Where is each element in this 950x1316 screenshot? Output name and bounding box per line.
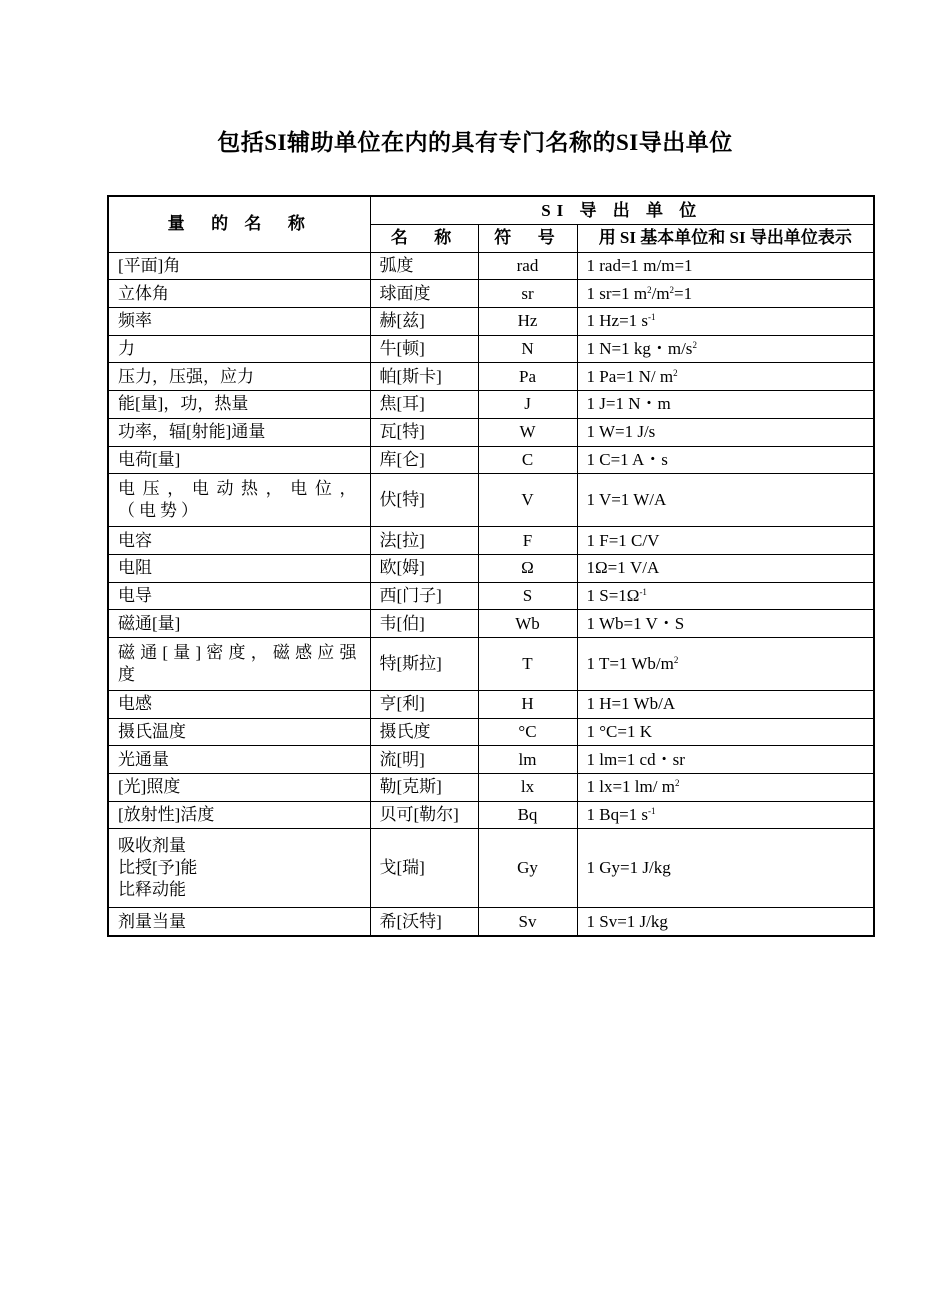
cell-unit-name: 库[仑] [370, 446, 478, 474]
cell-unit-name: 弧度 [370, 252, 478, 280]
cell-unit-name: 欧[姆] [370, 554, 478, 582]
cell-unit-symbol: W [478, 418, 577, 446]
header-si-derived-unit: SI 导 出 单 位 [370, 196, 874, 225]
table-row [108, 446, 874, 474]
cell-unit-symbol: Wb [478, 610, 577, 638]
cell-unit-name: 瓦[特] [370, 418, 478, 446]
cell-unit-expression: 1 W=1 J/s [577, 418, 874, 446]
cell-unit-symbol: Gy [478, 829, 577, 908]
cell-unit-expression: 1 lm=1 cd・sr [577, 746, 874, 774]
table-row [108, 610, 874, 638]
cell-unit-expression: 1 C=1 A・s [577, 446, 874, 474]
cell-unit-symbol: rad [478, 252, 577, 280]
header-unit-name: 名 称 [370, 225, 478, 253]
table-row [108, 746, 874, 774]
cell-unit-expression: 1 Hz=1 $s^{-1}$ [577, 308, 874, 336]
cell-quantity-name: 电容 [108, 527, 370, 555]
cell-quantity-name: 频率 [108, 308, 370, 336]
cell-unit-symbol: Ω [478, 554, 577, 582]
table-row [108, 908, 874, 936]
cell-unit-expression: 1 $S=1\Omega^{-1}$ [577, 582, 874, 610]
cell-quantity-name: 磁通[量] [108, 610, 370, 638]
table-row [108, 718, 874, 746]
cell-unit-symbol: Hz [478, 308, 577, 336]
cell-unit-expression: 1 V=1 W/A [577, 474, 874, 527]
table-row [108, 637, 874, 690]
cell-unit-name: 特[斯拉] [370, 637, 478, 690]
cell-unit-name: 亨[利] [370, 690, 478, 718]
cell-unit-expression: 1 lx=1 lm/ $m^2$ [577, 774, 874, 802]
cell-unit-expression: 1 J=1 N・m [577, 391, 874, 419]
cell-unit-expression: 1Ω=1 V/A [577, 554, 874, 582]
cell-unit-symbol: J [478, 391, 577, 419]
table-row [108, 280, 874, 308]
cell-unit-symbol: lm [478, 746, 577, 774]
cell-unit-name: 伏[特] [370, 474, 478, 527]
cell-unit-expression: 1 °C=1 K [577, 718, 874, 746]
cell-unit-name: 贝可[勒尔] [370, 801, 478, 829]
cell-unit-expression: 1 Pa=1 N/ $m^2$ [577, 363, 874, 391]
table-row [108, 308, 874, 336]
cell-quantity-name: 电压，电动热，电位，（电势） [108, 474, 370, 527]
cell-unit-name: 勒[克斯] [370, 774, 478, 802]
cell-quantity-name: 光通量 [108, 746, 370, 774]
table-row [108, 527, 874, 555]
cell-unit-symbol: Pa [478, 363, 577, 391]
cell-quantity-name: 电感 [108, 690, 370, 718]
table-row [108, 363, 874, 391]
table-row [108, 391, 874, 419]
cell-unit-expression: 1 rad=1 m/m=1 [577, 252, 874, 280]
header-quantity-name: 量 的 名 称 [108, 196, 370, 252]
cell-unit-name: 流[明] [370, 746, 478, 774]
cell-quantity-name: [光]照度 [108, 774, 370, 802]
table-header-row [108, 196, 874, 225]
cell-quantity-name: 压力，压强，应力 [108, 363, 370, 391]
table-row [108, 335, 874, 363]
cell-unit-symbol: F [478, 527, 577, 555]
cell-unit-name: 摄氏度 [370, 718, 478, 746]
table-body [108, 252, 874, 936]
cell-unit-expression: 1 H=1 Wb/A [577, 690, 874, 718]
cell-unit-name: 球面度 [370, 280, 478, 308]
cell-unit-symbol: °C [478, 718, 577, 746]
cell-quantity-name: 立体角 [108, 280, 370, 308]
cell-unit-name: 法[拉] [370, 527, 478, 555]
cell-quantity-name: 能[量]，功，热量 [108, 391, 370, 419]
cell-unit-name: 赫[兹] [370, 308, 478, 336]
cell-quantity-name: [平面]角 [108, 252, 370, 280]
cell-quantity-name: 电阻 [108, 554, 370, 582]
table-row [108, 774, 874, 802]
cell-unit-expression: 1 N=1 kg・$m/s^2$ [577, 335, 874, 363]
table-row [108, 252, 874, 280]
cell-unit-name: 焦[耳] [370, 391, 478, 419]
cell-quantity-name: 剂量当量 [108, 908, 370, 936]
cell-quantity-name: 力 [108, 335, 370, 363]
cell-unit-expression: 1 Bq=1 $s^{-1}$ [577, 801, 874, 829]
table-row [108, 474, 874, 527]
si-derived-units-table [107, 195, 875, 937]
cell-unit-expression: 1 Gy=1 J/kg [577, 829, 874, 908]
table-row [108, 801, 874, 829]
cell-unit-expression: 1 Sv=1 J/kg [577, 908, 874, 936]
cell-unit-symbol: Bq [478, 801, 577, 829]
table-row [108, 418, 874, 446]
cell-unit-symbol: sr [478, 280, 577, 308]
cell-quantity-name: [放射性]活度 [108, 801, 370, 829]
cell-unit-symbol: T [478, 637, 577, 690]
cell-unit-symbol: N [478, 335, 577, 363]
cell-unit-symbol: lx [478, 774, 577, 802]
cell-quantity-name: 摄氏温度 [108, 718, 370, 746]
cell-unit-expression: 1 T=1 $Wb/m^2$ [577, 637, 874, 690]
cell-unit-symbol: Sv [478, 908, 577, 936]
cell-unit-name: 帕[斯卡] [370, 363, 478, 391]
table-row [108, 582, 874, 610]
cell-unit-symbol: S [478, 582, 577, 610]
cell-unit-symbol: H [478, 690, 577, 718]
cell-unit-symbol: V [478, 474, 577, 527]
cell-unit-name: 希[沃特] [370, 908, 478, 936]
table-row [108, 690, 874, 718]
header-unit-symbol: 符 号 [478, 225, 577, 253]
cell-quantity-name: 吸收剂量 比授[予]能 比释动能 [108, 829, 370, 908]
cell-quantity-name: 磁通[量]密度，磁感应强度 [108, 637, 370, 690]
cell-unit-expression: 1 F=1 C/V [577, 527, 874, 555]
cell-unit-name: 韦[伯] [370, 610, 478, 638]
cell-unit-name: 戈[瑞] [370, 829, 478, 908]
cell-unit-name: 西[门子] [370, 582, 478, 610]
header-unit-expression: 用 SI 基本单位和 SI 导出单位表示 [577, 225, 874, 253]
page-title: 包括SI辅助单位在内的具有专门名称的SI导出单位 [217, 130, 733, 155]
cell-unit-name: 牛[顿] [370, 335, 478, 363]
cell-quantity-name: 电导 [108, 582, 370, 610]
cell-quantity-name: 电荷[量] [108, 446, 370, 474]
cell-quantity-name: 功率，辐[射能]通量 [108, 418, 370, 446]
cell-unit-expression: 1 Wb=1 V・S [577, 610, 874, 638]
table-row [108, 554, 874, 582]
cell-unit-expression: 1 sr=1 $m^2/m^2=1$ [577, 280, 874, 308]
table-row [108, 829, 874, 908]
cell-unit-symbol: C [478, 446, 577, 474]
